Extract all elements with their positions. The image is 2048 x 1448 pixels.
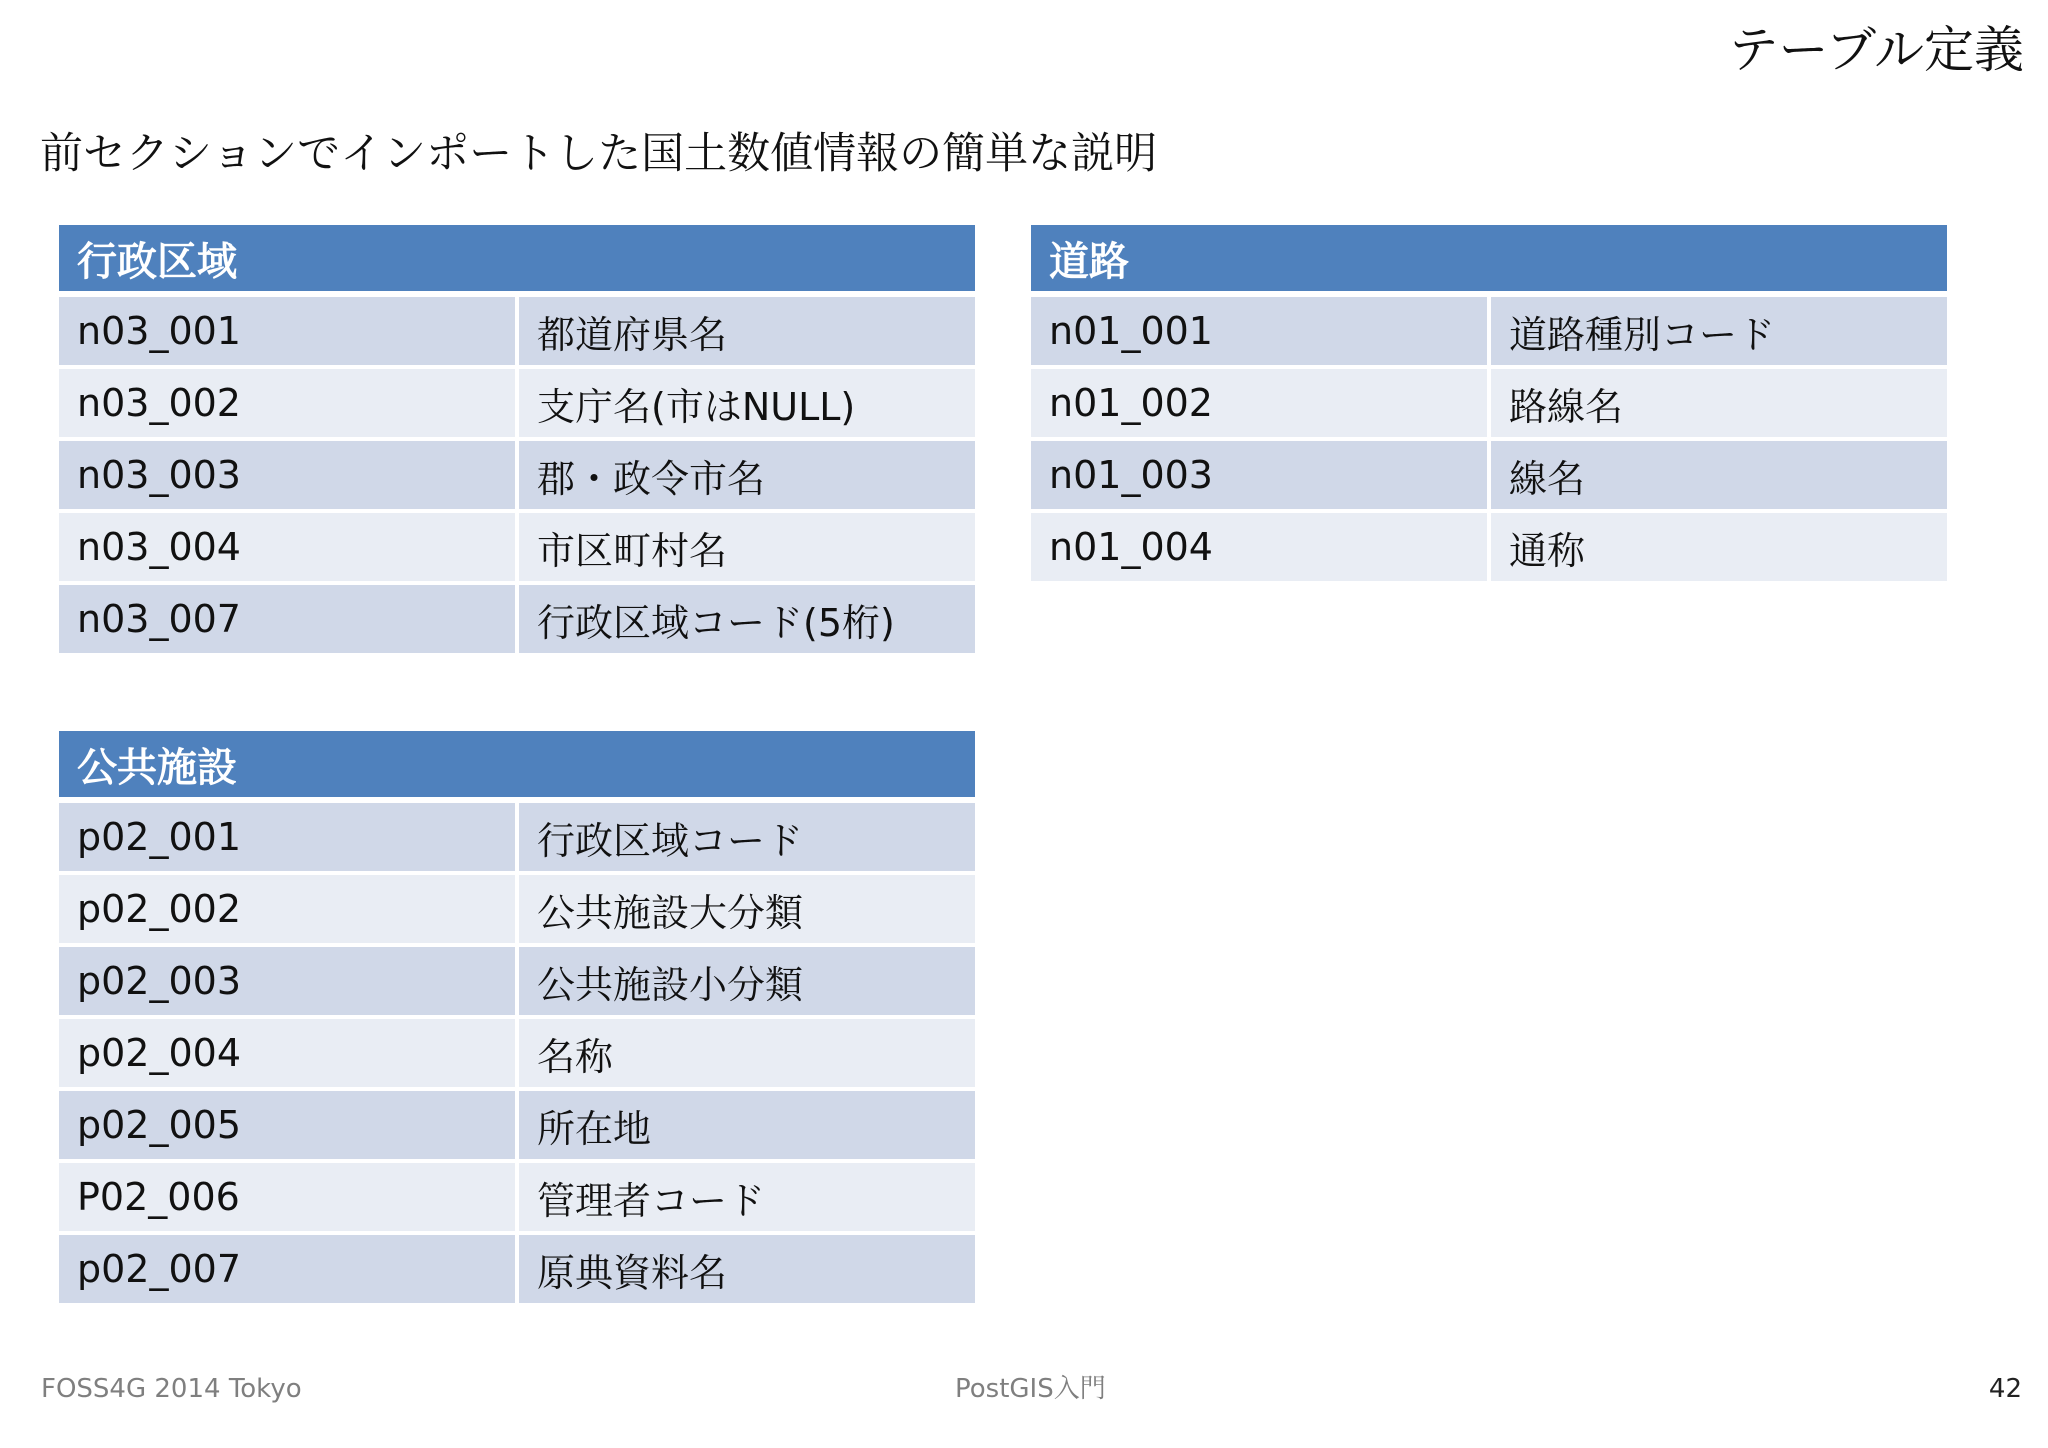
column-code: n01_004 [1031, 511, 1489, 583]
column-code: P02_006 [59, 1161, 517, 1233]
column-code: p02_004 [59, 1017, 517, 1089]
table-row [59, 294, 975, 367]
column-description: 市区町村名 [517, 511, 975, 583]
column-code: n01_001 [1031, 294, 1489, 367]
column-code: p02_007 [59, 1233, 517, 1305]
table-row [59, 800, 975, 873]
column-description: 通称 [1489, 511, 1947, 583]
table-row [1031, 294, 1947, 367]
footer-title: PostGIS入門 [955, 1374, 1106, 1404]
column-code: n03_001 [59, 294, 517, 367]
column-description: 行政区域コード [517, 800, 975, 873]
column-code: n01_002 [1031, 367, 1489, 439]
column-code: p02_005 [59, 1089, 517, 1161]
table-row [59, 583, 975, 655]
table-row [59, 1161, 975, 1233]
column-description: 支庁名(市はNULL) [517, 367, 975, 439]
slide-subtitle: 前セクションでインポートした国土数値情報の簡単な説明 [40, 129, 1158, 179]
table-header: 道路 [1031, 225, 1947, 294]
column-description: 原典資料名 [517, 1233, 975, 1305]
column-description: 道路種別コード [1489, 294, 1947, 367]
table-row [1031, 511, 1947, 583]
table-header: 公共施設 [59, 731, 975, 800]
column-description: 名称 [517, 1017, 975, 1089]
column-description: 公共施設大分類 [517, 873, 975, 945]
table-row [1031, 439, 1947, 511]
column-code: n03_002 [59, 367, 517, 439]
table-header: 行政区域 [59, 225, 975, 294]
table-row [59, 1017, 975, 1089]
table-row [1031, 367, 1947, 439]
column-code: p02_003 [59, 945, 517, 1017]
column-description: 郡・政令市名 [517, 439, 975, 511]
column-code: p02_002 [59, 873, 517, 945]
table-public-facility [59, 731, 975, 1307]
table-row [59, 945, 975, 1017]
column-description: 公共施設小分類 [517, 945, 975, 1017]
table-row [59, 511, 975, 583]
table-row [59, 367, 975, 439]
column-description: 線名 [1489, 439, 1947, 511]
column-description: 路線名 [1489, 367, 1947, 439]
table-row [59, 873, 975, 945]
table-admin-boundary [59, 225, 975, 657]
table-road [1031, 225, 1947, 585]
table-row [59, 439, 975, 511]
column-description: 行政区域コード(5桁) [517, 583, 975, 655]
page-number: 42 [1988, 1374, 2022, 1404]
column-code: n03_004 [59, 511, 517, 583]
column-code: p02_001 [59, 800, 517, 873]
slide-title: テーブル定義 [1728, 21, 2024, 79]
column-description: 都道府県名 [517, 294, 975, 367]
footer-event: FOSS4G 2014 Tokyo [41, 1374, 302, 1404]
table-row [59, 1233, 975, 1305]
column-description: 所在地 [517, 1089, 975, 1161]
table-row [59, 1089, 975, 1161]
column-code: n01_003 [1031, 439, 1489, 511]
column-code: n03_003 [59, 439, 517, 511]
column-description: 管理者コード [517, 1161, 975, 1233]
column-code: n03_007 [59, 583, 517, 655]
